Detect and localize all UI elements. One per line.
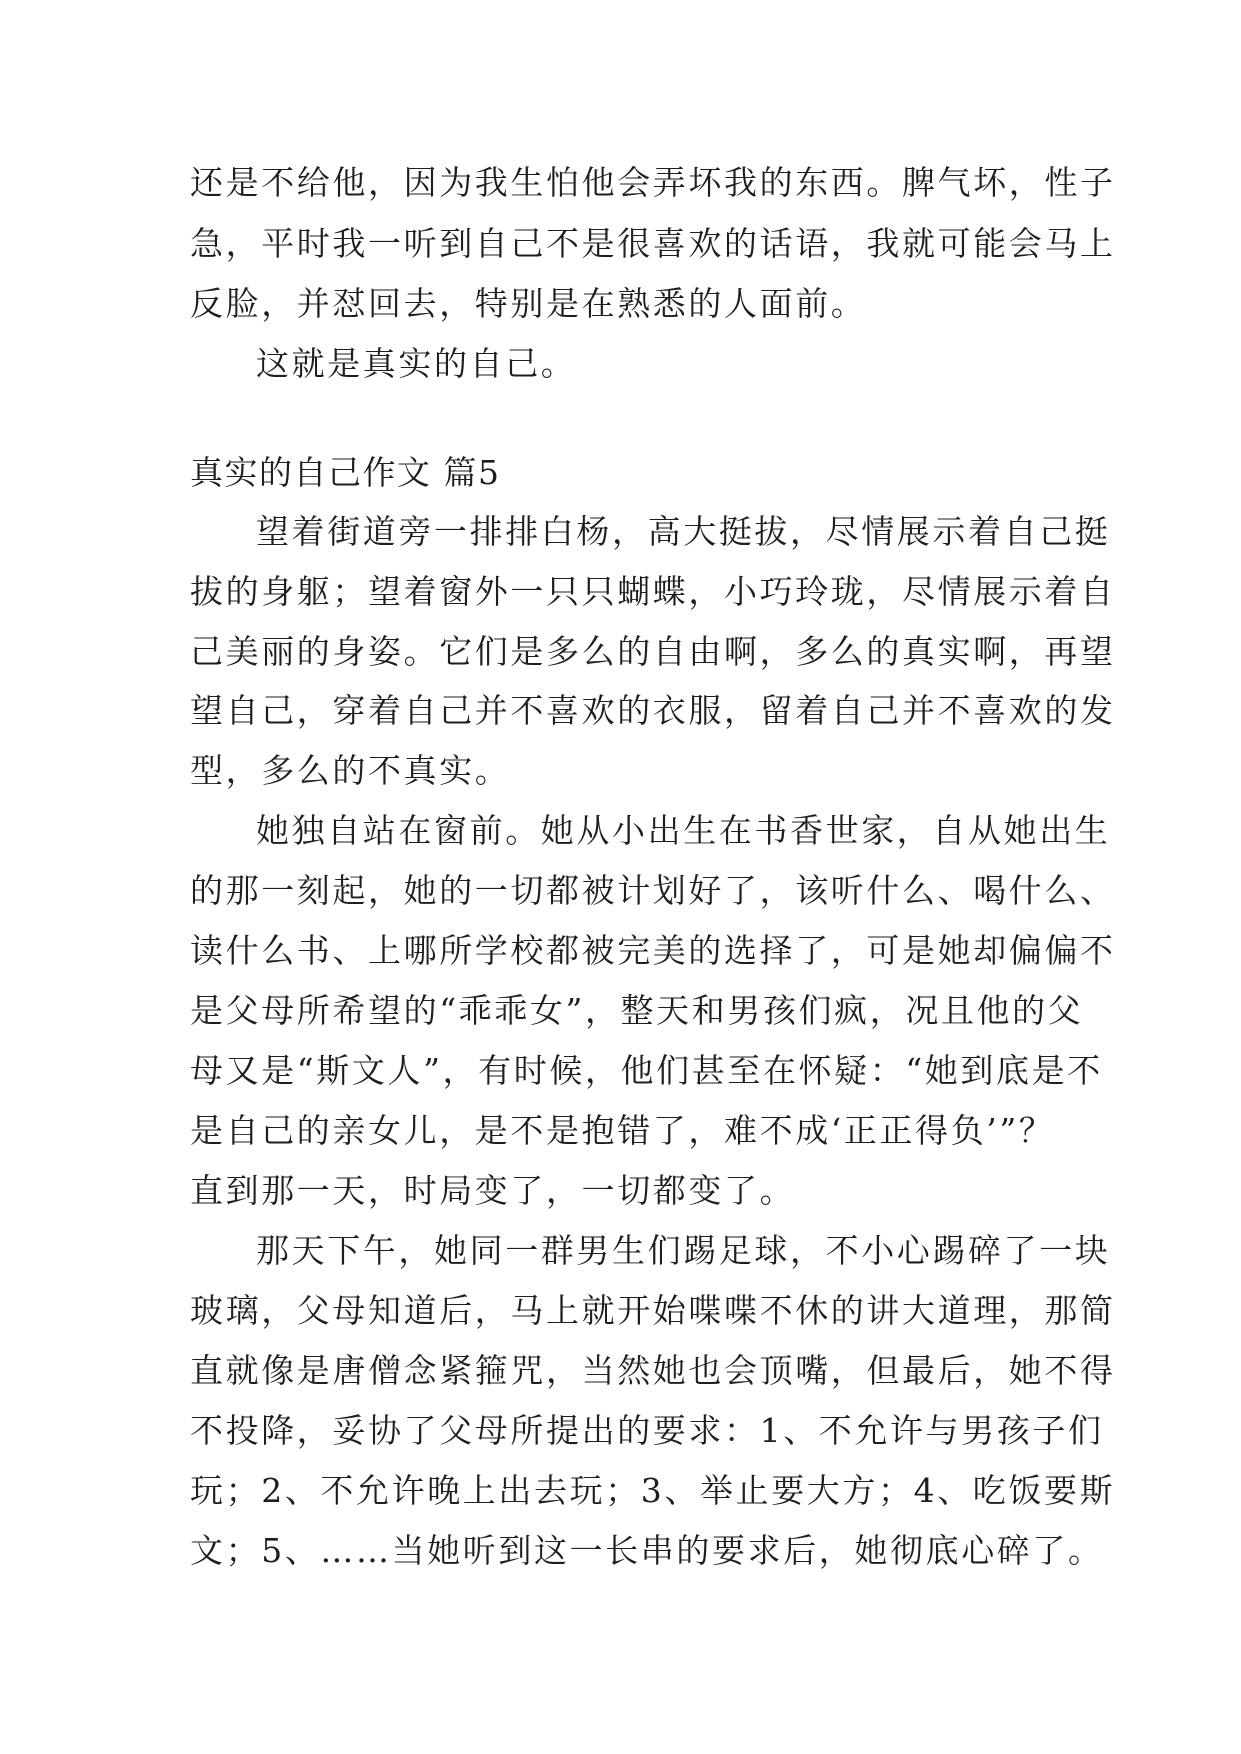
text-line: 母又是“斯文人”，有时候，他们甚至在怀疑：“她到底是不 bbox=[190, 1051, 1103, 1090]
text-line: 是自己的亲女儿，是不是抱错了，难不成‘正正得负’”？ bbox=[190, 1111, 1055, 1150]
text-line: 急，平时我一听到自己不是很喜欢的话语，我就可能会马上 bbox=[190, 224, 1116, 263]
text-line: 的那一刻起，她的一切都被计划好了，该听什么、喝什么、 bbox=[190, 871, 1116, 910]
text-line: 玻璃，父母知道后，马上就开始喋喋不休的讲大道理，那简 bbox=[190, 1291, 1116, 1330]
text-line: 型，多么的不真实。 bbox=[190, 751, 511, 790]
text-line: 她独自站在窗前。她从小出生在书香世家，自从她出生 bbox=[256, 811, 1111, 850]
text-line: 不投降，妥协了父母所提出的要求：1、不允许与男孩子们 bbox=[190, 1411, 1104, 1450]
text-line: 直就像是唐僧念紧箍咒，当然她也会顶嘴，但最后，她不得 bbox=[190, 1351, 1116, 1390]
text-line: 望着街道旁一排排白杨，高大挺拔，尽情展示着自己挺 bbox=[256, 512, 1111, 551]
text-line: 玩；2、不允许晚上出去玩；3、举止要大方；4、吃饭要斯 bbox=[190, 1471, 1116, 1510]
text-line: 己美丽的身姿。它们是多么的自由啊，多么的真实啊，再望 bbox=[190, 632, 1116, 671]
text-line: 那天下午，她同一群男生们踢足球，不小心踢碎了一块 bbox=[256, 1231, 1111, 1270]
text-line: 直到那一天，时局变了，一切都变了。 bbox=[190, 1171, 796, 1210]
text-line: 望自己，穿着自己并不喜欢的衣服，留着自己并不喜欢的发 bbox=[190, 691, 1116, 730]
text-line: 反脸，并怼回去，特别是在熟悉的人面前。 bbox=[190, 284, 867, 323]
text-line: 这就是真实的自己。 bbox=[256, 344, 577, 383]
text-line: 拔的身躯；望着窗外一只只蝴蝶，小巧玲珑，尽情展示着自 bbox=[190, 572, 1116, 611]
text-line: 读什么书、上哪所学校都被完美的选择了，可是她却偏偏不 bbox=[190, 931, 1116, 970]
text-line: 是父母所希望的“乖乖女”，整天和男孩们疯，况且他的父 bbox=[190, 991, 1084, 1030]
text-line: 文；5、……当她听到这一长串的要求后，她彻底心碎了。 bbox=[190, 1531, 1104, 1570]
section-title: 真实的自己作文 篇5 bbox=[190, 453, 501, 492]
text-line: 还是不给他，因为我生怕他会弄坏我的东西。脾气坏，性子 bbox=[190, 163, 1116, 202]
